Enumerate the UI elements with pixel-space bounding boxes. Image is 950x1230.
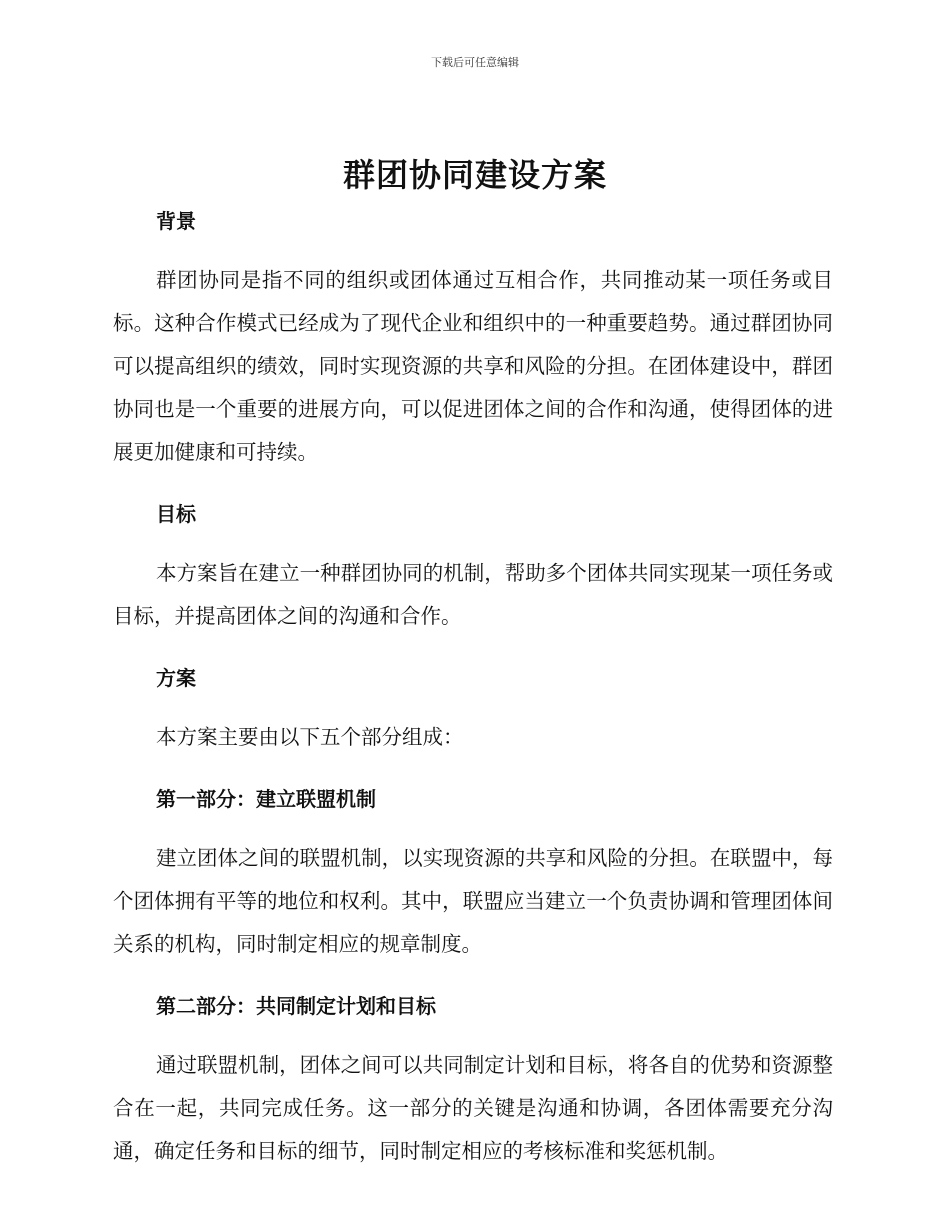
document-body <box>113 205 833 1197</box>
document-title: 群团协同建设方案 <box>342 156 607 194</box>
page-header: 下载后可任意编辑 <box>431 56 519 69</box>
paragraph-goal: 本方案旨在建立一种群团协同的机制，帮助多个团体共同实现某一项任务或目标，并提高团体之间的沟通和合作。 <box>113 561 833 628</box>
section-heading-plan: 方案 <box>156 666 196 690</box>
paragraph-part1: 建立团体之间的联盟机制，以实现资源的共享和风险的分担。在联盟中，每个团体拥有平等的地位和权利。其中，联盟应当建立一个负责协调和管理团体间关系的机构，同时制定相应的规章制度。 <box>113 846 833 956</box>
paragraph-part2: 通过联盟机制，团体之间可以共同制定计划和目标，将各自的优势和资源整合在一起，共同完成任务。这一部分的关键是沟通和协调，各团体需要充分沟通，确定任务和目标的细节，同时制定相应的考核标准和奖惩机制。 <box>113 1053 833 1163</box>
section-heading-part2: 第二部分：共同制定计划和目标 <box>156 994 436 1018</box>
section-heading-goal: 目标 <box>156 502 196 526</box>
paragraph-plan: 本方案主要由以下五个部分组成： <box>156 725 464 749</box>
paragraph-background: 群团协同是指不同的组织或团体通过互相合作，共同推动某一项任务或目标。这种合作模式已经成为了现代企业和组织中的一种重要趋势。通过群团协同可以提高组织的绩效，同时实现资源的共享和风险的分担。在团体建设中，群团协同也是一个重要的进展方向，可以促进团体之间的合作和沟通，使得团体的进展更加健康和可持续。 <box>113 268 833 464</box>
section-heading-part1: 第一部分：建立联盟机制 <box>156 787 376 811</box>
section-heading-background: 背景 <box>156 209 196 233</box>
